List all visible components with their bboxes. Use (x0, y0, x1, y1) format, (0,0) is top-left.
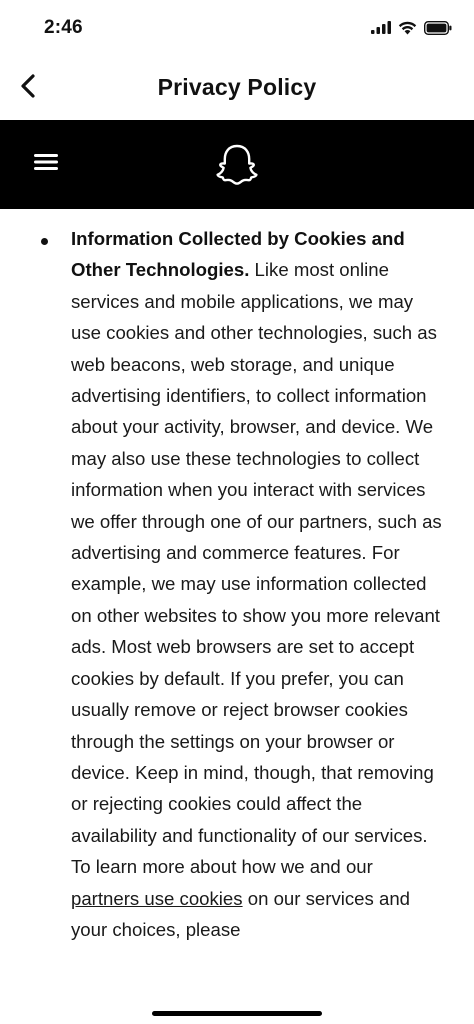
hamburger-menu-icon (34, 153, 58, 176)
policy-content (0, 209, 474, 1024)
cellular-signal-icon (371, 21, 391, 39)
site-navigation-bar (0, 120, 474, 209)
status-time: 2:46 (44, 17, 83, 38)
wifi-icon (398, 21, 417, 40)
snapchat-ghost-icon[interactable] (214, 142, 260, 188)
policy-bullet-cookies (71, 223, 443, 945)
partners-cookies-link[interactable]: partners use cookies (71, 887, 243, 909)
bullet-body: Like most online services and mobile applications, we may use cookies and other technologies, such as web beacons, web storage, and unique advertising identifiers, to collect information about your activity, browser, and device. We may also use these technologies to collect information when you interact with services we offer through one of our partners, such as advertising and commerce features. For example, we may use information collected on other websites to show you more relevant ads. Most web browsers are set to accept cookies by default. If you prefer, you can usually remove or reject browser cookies through the settings on your browser or device. Keep in mind, though, that removing or rejecting cookies could affect the availability and functionality of our services. To learn more about how we and our (71, 259, 442, 878)
page-title: Privacy Policy (157, 74, 317, 100)
nav-header (0, 58, 474, 120)
bullet-dot (41, 238, 48, 245)
home-indicator[interactable] (152, 1011, 322, 1016)
battery-icon (424, 21, 452, 40)
status-icons (371, 20, 452, 40)
status-bar (0, 0, 474, 58)
bullet-body-end: on our services and your choices, please (71, 887, 411, 940)
bullet-heading: Information Collected by Cookies and Other Technologies. (71, 228, 405, 281)
menu-button[interactable] (30, 150, 62, 178)
